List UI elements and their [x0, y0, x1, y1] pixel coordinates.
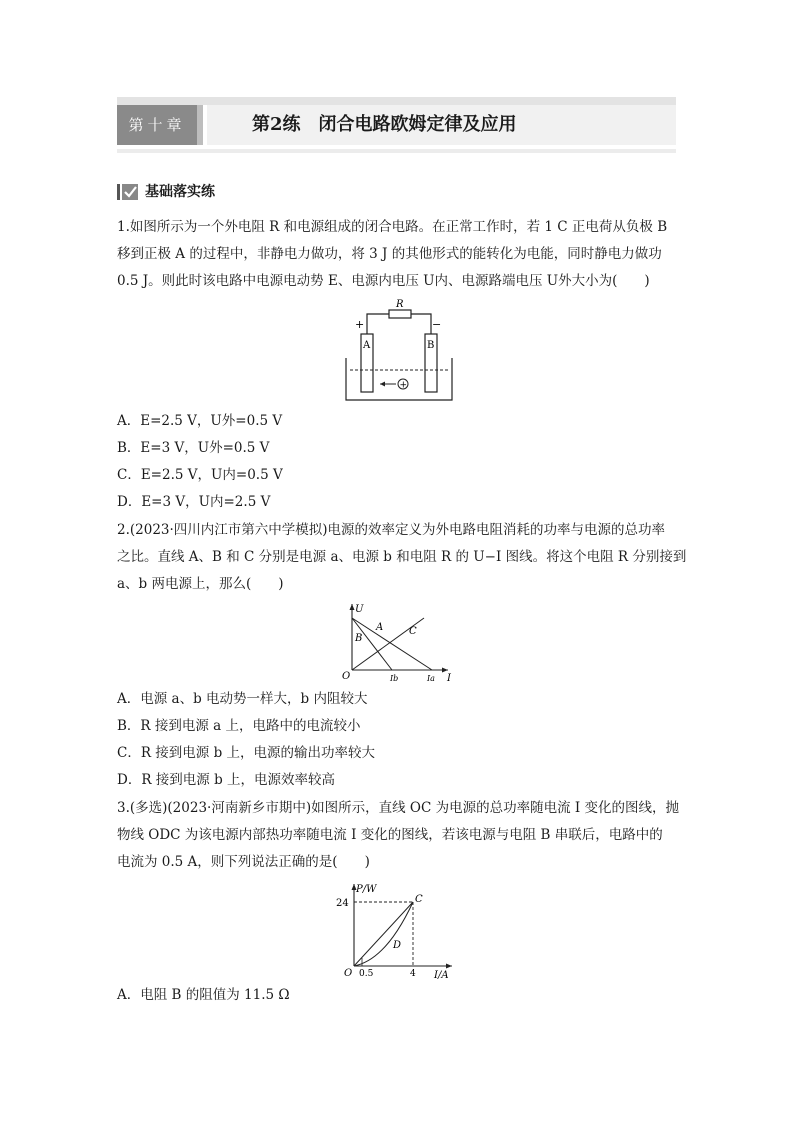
- q1-option-b[interactable]: B．E=3 V，U外=0.5 V: [117, 440, 270, 456]
- q3-line-3: 电流为 0.5 A，则下列说法正确的是( ): [117, 854, 370, 870]
- q3-line-1: 3.(多选)(2023·河南新乡市期中)如图所示，直线 OC 为电源的总功率随电流 I 变化的图线，抛: [117, 800, 679, 816]
- wire-left: [367, 314, 389, 334]
- chapter-badge: 第十章: [117, 105, 197, 145]
- q3-power-graph: [336, 880, 460, 980]
- minus-sign: −: [432, 318, 442, 331]
- plate-a-label: A: [363, 340, 371, 351]
- line-c-label: C: [409, 626, 417, 637]
- line-oc: [354, 902, 413, 966]
- q2-option-a[interactable]: A．电源 a、b 电动势一样大，b 内阻较大: [117, 691, 368, 707]
- q1-circuit-figure: [340, 296, 460, 404]
- q3-option-a[interactable]: A．电阻 B 的阻值为 11.5 Ω: [117, 987, 290, 1003]
- chapter-header: [117, 97, 676, 155]
- q2-line-1: 2.(2023·四川内江市第六中学模拟)电源的效率定义为外电路电阻消耗的功率与电源的总功率: [117, 522, 666, 538]
- page-title: 第2练 闭合电路欧姆定律及应用: [252, 114, 517, 135]
- q2-option-d[interactable]: D．R 接到电源 b 上，电源效率较高: [117, 772, 336, 788]
- q2-option-b[interactable]: B．R 接到电源 a 上，电路中的电流较小: [117, 718, 361, 734]
- q1-option-d[interactable]: D．E=3 V，U内=2.5 V: [117, 494, 271, 510]
- q2-line-2: 之比。直线 A、B 和 C 分别是电源 a、电源 b 和电阻 R 的 U−I 图线。将这个电阻 R 分别接到: [117, 549, 687, 565]
- x-arrow: [446, 964, 452, 969]
- point-c-label: C: [415, 894, 423, 905]
- q3-line-2: 物线 ODC 为该电源内部热功率随电流 I 变化的图线，若该电源与电阻 B 串联后，电路中的: [117, 827, 663, 843]
- q1-option-a[interactable]: A．E=2.5 V，U外=0.5 V: [117, 413, 283, 429]
- section-label: 基础落实练: [145, 184, 215, 200]
- q1-line-2: 移到正极 A 的过程中，非静电力做功，将 3 J 的其他形式的能转化为电能，同时静电力做功: [117, 246, 662, 262]
- point-d-label: D: [393, 940, 402, 951]
- checkbox-icon: [117, 183, 139, 201]
- origin-label: O: [344, 968, 353, 979]
- y-tick-24: 24: [336, 898, 349, 909]
- tick-ia: Ia: [427, 674, 435, 683]
- y-axis-label: U: [355, 604, 364, 615]
- q1-line-1: 1.如图所示为一个外电阻 R 和电源组成的闭合电路。在正常工作时，若 1 C 正电荷从负极 B: [117, 219, 668, 235]
- chapter-notch: [197, 105, 203, 145]
- wire-right: [411, 314, 431, 334]
- line-a-label: A: [376, 622, 384, 633]
- y-axis-label: P/W: [356, 884, 377, 895]
- resistor: [389, 310, 411, 318]
- y-arrow: [350, 604, 355, 610]
- x-axis-label: I/A: [434, 970, 449, 980]
- charge-sign: +: [399, 380, 408, 391]
- x-tick-05: 0.5: [359, 969, 374, 979]
- line-b-label: B: [355, 633, 363, 644]
- tick-ib: Ib: [390, 674, 399, 683]
- plate-b-label: B: [427, 340, 435, 351]
- header-top-bar: [117, 97, 676, 105]
- origin-label: O: [342, 671, 351, 682]
- line-a: [352, 618, 432, 670]
- arrow-head: [380, 382, 385, 387]
- q1-option-c[interactable]: C．E=2.5 V，U内=0.5 V: [117, 467, 283, 483]
- q2-line-3: a、b 两电源上，那么( ): [117, 576, 284, 592]
- x-tick-4: 4: [410, 969, 416, 979]
- x-axis-label: I: [447, 673, 451, 684]
- header-underline: [117, 149, 676, 153]
- q1-line-3: 0.5 J。则此时该电路中电源电动势 E、电源内电压 U内、电源路端电压 U外大小为( ): [117, 273, 650, 289]
- resistor-label: R: [396, 299, 404, 310]
- q2-option-c[interactable]: C．R 接到电源 b 上，电源的输出功率较大: [117, 745, 376, 761]
- line-b: [352, 618, 392, 670]
- plus-sign: +: [355, 318, 365, 331]
- q2-ui-graph: [338, 600, 458, 684]
- x-arrow: [442, 668, 448, 673]
